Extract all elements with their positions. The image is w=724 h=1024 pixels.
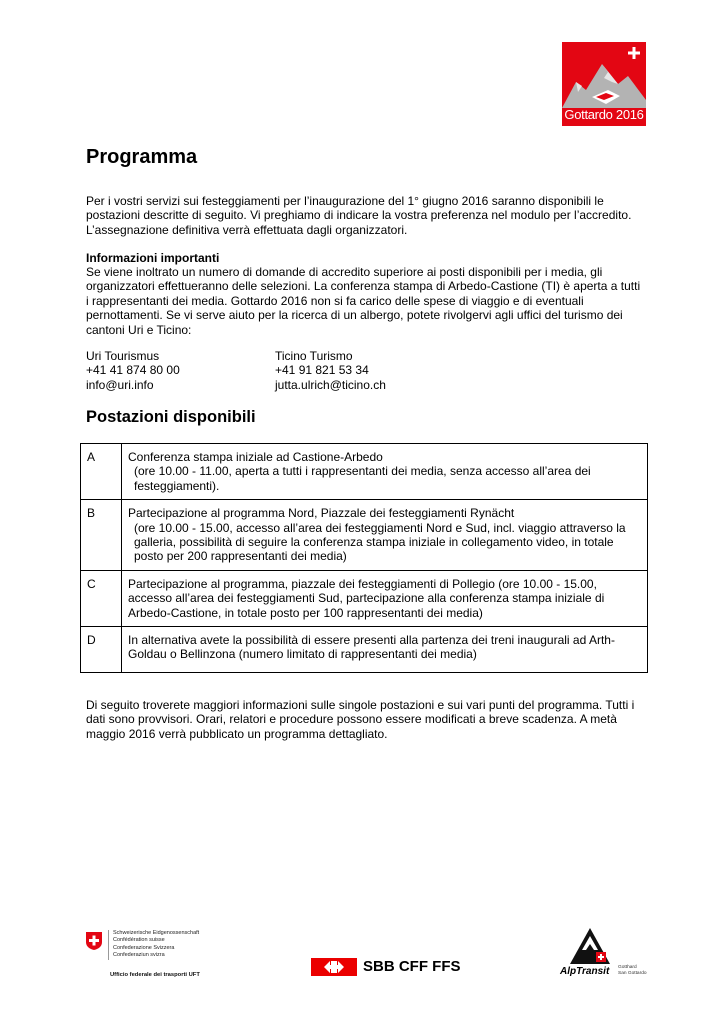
- contact-ticino: [275, 349, 386, 392]
- row-title: Conferenza stampa iniziale ad Castione-Arbedo: [128, 450, 383, 464]
- logo-text: Gottardo 2016: [564, 107, 644, 122]
- alptransit-logo: [560, 928, 650, 980]
- postazioni-table: [80, 443, 648, 673]
- row-content: [122, 627, 648, 673]
- fed-line: Confederaziun svizra: [113, 952, 165, 959]
- info-paragraph: Se viene inoltrato un numero di domande di accredito superiore ai posti disponibili per i media, gli organizzatori effettueranno delle selezioni. La conferenza stampa di Arbedo-Castione (TI) è aperta a tutti i rappresentanti dei media. Gottardo 2016 non si fa carico delle spese di viaggio e di eventuali pernottamenti. Se vi serve aiuto per la ricerca di un albergo, potete rivolgervi agli uffici del turismo dei cantoni Uri e Ticino:: [86, 265, 641, 337]
- row-content: [122, 570, 648, 626]
- contact-email[interactable]: info@uri.info: [86, 377, 154, 392]
- row-title: Partecipazione al programma Nord, Piazzale dei festeggiamenti Rynächt: [128, 506, 515, 521]
- sbb-text: SBB CFF FFS: [363, 958, 461, 975]
- row-detail: (ore 10.00 - 11.00, aperta a tutti i rappresentanti dei media, senza accesso all’area dei festeggiamenti).: [134, 464, 591, 493]
- swiss-shield-icon: [86, 932, 102, 950]
- row-title: In alternativa avete la possibilità di essere presenti alla partenza dei treni inaugurali ad Arth-Goldau o Bellinzona (numero limitato di rappresentanti dei media): [128, 633, 615, 662]
- sbb-logo: [311, 958, 471, 978]
- fed-line: Confédération suisse: [113, 937, 165, 944]
- swiss-cross-icon: [628, 47, 640, 59]
- fed-line: Confederazione Svizzera: [113, 944, 175, 951]
- contact-uri: [86, 349, 180, 392]
- federal-office-name: Ufficio federale dei trasporti UFT: [110, 972, 200, 978]
- closing-paragraph: Di seguito troverete maggiori informazioni sulle singole postazioni e sui vari punti del programma. Tutti i dati sono provvisori. Orari, relatori e procedure possono essere modificati a breve scadenza. A metà maggio 2016 verrà pubblicato un programma dettagliato.: [86, 698, 635, 741]
- row-content: [122, 444, 648, 500]
- gottardo-2016-logo: [562, 42, 646, 126]
- contact-name: Ticino Turismo: [275, 349, 353, 363]
- fed-line: Schweizerische Eidgenossenschaft: [113, 930, 200, 936]
- table-row: [81, 500, 648, 571]
- row-key: C: [81, 570, 122, 626]
- row-content: [122, 500, 648, 571]
- table-row: [81, 570, 648, 626]
- federal-names: [108, 930, 199, 960]
- info-heading: Informazioni importanti: [86, 251, 220, 265]
- table-row: [81, 627, 648, 673]
- alptransit-sub: [618, 965, 647, 977]
- sbb-arrows-icon: [311, 958, 357, 976]
- row-key: D: [81, 627, 122, 673]
- contact-email[interactable]: jutta.ulrich@ticino.ch: [275, 377, 386, 392]
- alptransit-text: AlpTransit: [560, 966, 610, 977]
- alp-sub-line: San Gottardo: [618, 971, 647, 976]
- contact-phone: +41 91 821 53 34: [275, 363, 369, 378]
- federal-office-logo: [86, 930, 246, 980]
- row-detail: (ore 10.00 - 15.00, accesso all’area dei festeggiamenti Nord e Sud, incl. viaggio attraverso la galleria, possibilità di seguire la conferenza stampa iniziale in collegamento video, in totale posto per 200 rappresentanti dei media): [134, 520, 626, 564]
- row-key: B: [81, 500, 122, 571]
- mountain-icon: [570, 928, 610, 964]
- alp-sub-line: Gotthard: [618, 965, 637, 970]
- section-title: Postazioni disponibili: [86, 408, 256, 426]
- row-key: A: [81, 444, 122, 500]
- row-title: Partecipazione al programma, piazzale dei festeggiamenti di Pollegio (ore 10.00 - 15.00, accesso all’area dei festeggiamenti Sud, partecipazione alla conferenza stampa iniziale di Arbedo-Castione, in totale posto per 100 rappresentanti dei media): [128, 576, 605, 620]
- page-title: Programma: [86, 146, 198, 168]
- intro-paragraph: Per i vostri servizi sui festeggiamenti per l’inaugurazione del 1° giugno 2016 saranno disponibili le postazioni descritte di seguito. Vi preghiamo di indicare la vostra preferenza nel modulo per l’accredito. L’assegnazione definitiva verrà effettuata dagli organizzatori.: [86, 194, 632, 237]
- contact-phone: +41 41 874 80 00: [86, 363, 180, 378]
- contact-name: Uri Tourismus: [86, 349, 160, 363]
- table-row: [81, 444, 648, 500]
